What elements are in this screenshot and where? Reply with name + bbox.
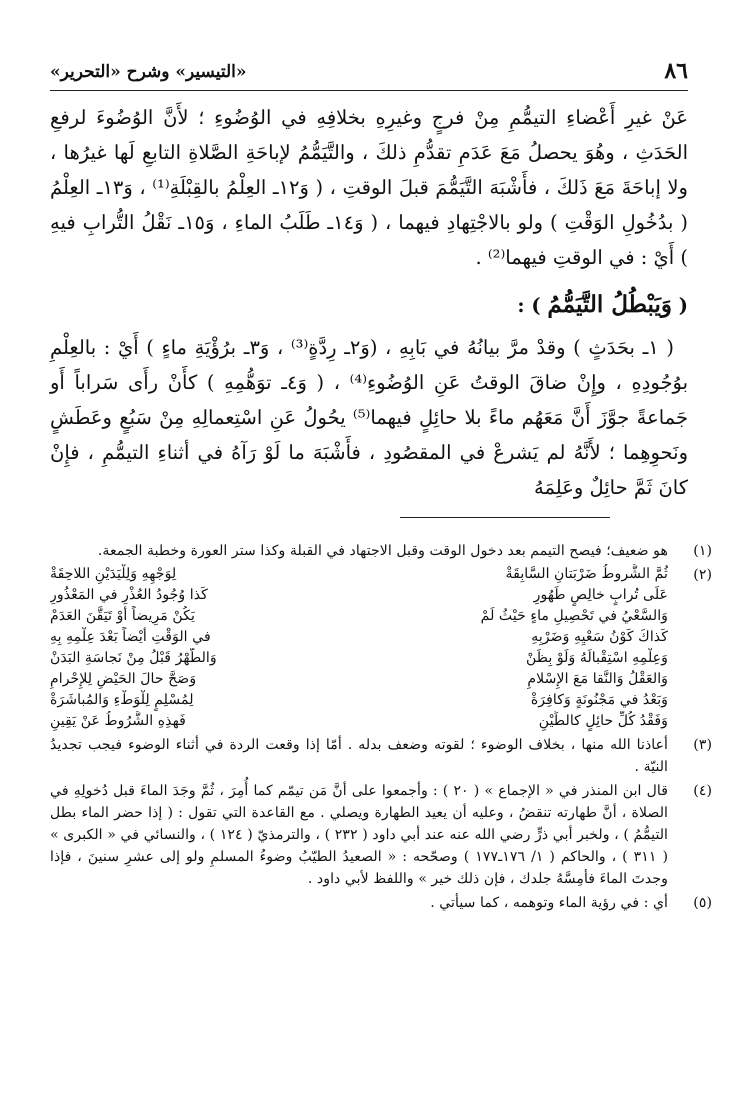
verse-second-half: فَهذِهِ الشُّرُوطُ عَنْ يَقِينِ xyxy=(50,713,186,729)
verse-second-half: وَصَحَّ حالَ الحَيْضِ لِلإِحْرامِ xyxy=(50,671,197,687)
heading-open-paren: ( xyxy=(678,294,688,317)
footnote-4 xyxy=(50,780,712,890)
main-text xyxy=(50,100,688,505)
verse-first-half: وَبَعْدُ في مَجْنُونَةٍ وَكافِرَةْ xyxy=(530,692,668,708)
footnote-text: قال ابن المنذر في « الإجماع » ( ٢٠ ) : وأجمعوا على أنَّ مَن تيمّم كما أُمِرَ ، ثُمَّ وجَدَ الماءَ قبل دُخولِهِ في الصلاة ، أنَّ طهارته تنقضُ ، وعليه أن يعيد الطهارة ويصلي . مع القاعدة التي تقول : ( إذا حضر الماء بطل التيمُّمُ ) ، ولخبر أبي ذرٍّ رضي الله عنه عند أبي داود ( ٢٣٢ ) ، والترمذيّ ( ١٢٤ ) ، والنسائي في « الكبرى » ( ٣١١ ) ، والحاكم ( ١/ ١٧٦ـ١٧٧ ) وصحّحه : « الصعيدُ الطيّبُ وضوءُ المسلمِ ولو إلى عشرِ سنينَ ، فإذا وجدتَ الماءَ فأمِسَّهُ جلدك ، فإن ذلك خير » واللفظ لأبي داود . xyxy=(50,783,669,887)
verse-second-half: وَالطُّهْرُ قَبْلُ مِنْ نَجاسَةِ البَدَنْ xyxy=(50,650,217,666)
verse-first-half: كَذاكَ كَوْنُ سَعْيِهِ وَضَرْبِهِ xyxy=(531,629,668,645)
running-header xyxy=(50,56,688,91)
paragraph-2: ( ١ـ بحَدَثٍ ) وقدْ مرَّ بيانُهُ في بَابِهِ ، (وَ٢ـ رِدَّةٍ⁽³⁾ ، وَ٣ـ برُؤْيَةِ ماءٍ ) أَيْ : بالعِلْمِ بوُجُودِهِ ، وإِنْ ضاقَ الوقتُ عَنِ الوُضُوءِ⁽⁴⁾ ، ( وَ٤ـ توَهُّمِهِ ) كأَنْ رأَى سَراباً أَو جَماعةً جوَّزَ أَنَّ مَعَهُم ماءً بلا حائِلٍ فيهما⁽⁵⁾ يحُولُ عَنِ اسْتِعمالِهِ مِنْ سَبُعٍ وعَطَشٍ ونَحوِهِما ؛ لأَنَّهُ لم يَشرعْ في المقصُودِ ، فأَشْبَهَ ما لَوْ رَآهُ في أثناءِ التيمُّمِ ، فإِنْ كانَ ثَمَّ حائِلٌ وعَلِمَهُ xyxy=(50,336,689,499)
heading-word: وَيَبْطُلُ التَّيَمُّمُ xyxy=(547,291,672,318)
verse-second-half: كَذا وُجُودُ العُذْرِ في المَعْذُورِ xyxy=(50,587,208,603)
verse-first-half: ثُمَّ الشُّروطُ ضَرْبَتانِ السَّابِقَةْ xyxy=(505,566,668,582)
verse-second-half: في الوَقْتِ أَيْضاً بَعْدَ عِلْمِهِ بِهِ xyxy=(50,629,211,645)
section-heading xyxy=(50,285,688,326)
poem xyxy=(50,564,668,732)
heading-close-paren: ) : xyxy=(517,294,541,317)
verse-first-half: وَالعَقْلُ وَالنَّقا مَعَ الإِسْلامِ xyxy=(527,671,668,687)
footnote-separator xyxy=(400,517,610,518)
verse-first-half: وَالسَّعْيُ في تَحْصِيلِ ماءٍ حَيْثُ لَمْ xyxy=(480,608,668,624)
footnote-number: (٥) xyxy=(693,895,712,911)
footnote-number: (١) xyxy=(693,543,712,559)
verse-first-half: وَفَقْدُ كُلِّ حائِلٍ كالطِّيْنِ xyxy=(538,713,668,729)
page-number: ٨٦ xyxy=(664,58,688,84)
footnote-5 xyxy=(50,892,712,914)
footnote-text: هو ضعيف؛ فيصح التيمم بعد دخول الوقت وقبل الاجتهاد في القبلة وكذا ستر العورة وخطبة الجمعة. xyxy=(97,543,668,559)
footnote-1 xyxy=(50,540,712,562)
verse-second-half: يَكُنْ مَرِيضاً أَوْ تَيَقَّنَ العَدَمْ xyxy=(50,608,195,624)
footnote-text: أعاذنا الله منها ، بخلاف الوضوء ؛ لقوته وضعف بدله . أمّا إذا وقعت الردة في أثناء الوضوء فيجب تجديدُ النيّة . xyxy=(50,737,668,775)
footnote-number: (٤) xyxy=(693,783,712,799)
footnote-2 xyxy=(50,564,712,732)
verse-second-half: لِوَجْهِهِ وَلِلْيَدَيْنِ اللاحِقَةْ xyxy=(50,566,177,582)
footnote-number: (٢) xyxy=(693,567,712,583)
footnotes xyxy=(50,540,712,916)
footnote-3 xyxy=(50,734,712,778)
verse-first-half: عَلَى تُرابٍ خالِصٍ طَهُورِ xyxy=(533,587,668,603)
paragraph-1: عَنْ غيرِ أَعْضاءِ التيمُّمِ مِنْ فرجٍ وغيرِهِ بخلافِهِ في الوُضُوءِ ؛ لأَنَّ الوُضُوءَ لرفعِ الحَدَثِ ، وهُوَ يحصلُ مَعَ عَدَمِ تقدُّمِ ذلكَ ، والتَّيَمُّمُ لإباحَةِ الصَّلاةِ التابعِ لَها غيرُها ، ولا إباحَةَ مَعَ ذَلكَ ، فأَشْبَهَ التَّيَمُّمَ قبلَ الوقتِ ، ( وَ١٢ـ العِلْمُ بالقِبْلَةِ⁽¹⁾ ، وَ١٣ـ العِلْمُ ( بدُخُولِ الوَقْتِ ) ولو بالاجْتِهادِ فيهما ، ( وَ١٤ـ طَلَبُ الماءِ ، وَ١٥ـ نَقْلُ التُّرابِ فيهِ ) أَيْ : في الوقتِ فيهما⁽²⁾ . xyxy=(50,106,688,269)
verse-first-half: وَعِلْمِهِ اسْتِقْبالَهُ وَلَوْ بِظَنْ xyxy=(525,650,668,666)
footnote-text: أي : في رؤية الماء وتوهمه ، كما سيأتي . xyxy=(430,895,668,911)
footnote-number: (٣) xyxy=(693,737,712,753)
book-title: «التيسير» وشرح «التحرير» xyxy=(50,62,247,82)
verse-second-half: لِمُسْلِمٍ لِلْوَطْءِ وَالمُباشَرَةْ xyxy=(50,692,194,708)
